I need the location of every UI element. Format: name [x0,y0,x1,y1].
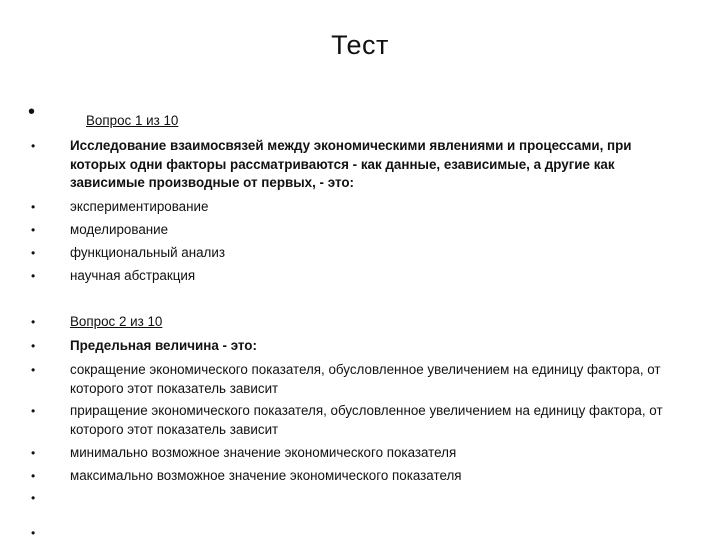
bullet-icon: • [31,223,36,237]
bullet-icon: • [31,246,36,260]
bullet-icon: • [28,101,36,123]
question-2-option-1: сокращение экономического показателя, обусловленное увеличением на единицу фактора, от которого этот показатель зависит [70,362,661,396]
question-1-option-3: функциональный анализ [70,245,225,260]
question-2-option-3: минимально возможное значение экономического показателя [70,445,457,460]
bullet-icon: • [31,363,36,377]
question-1-option-2: моделирование [70,222,169,237]
question-1-option-4: научная абстракция [70,268,196,283]
question-2-option-2: приращение экономического показателя, обусловленное увеличением на единицу фактора, от которого этот показатель зависит [70,403,663,437]
question-2-option-4: максимально возможное значение экономического показателя [70,468,462,483]
question-1-header: Вопрос 1 из 10 [86,113,179,128]
slide-title: Тест [331,30,389,60]
question-2-header: Вопрос 2 из 10 [70,314,163,329]
bullet-icon: • [31,139,36,153]
bullet-icon: • [31,339,36,353]
question-1-option-1: экспериментирование [70,199,209,214]
bullet-icon: • [31,526,36,540]
bullet-icon: • [31,404,36,418]
bullet-icon: • [31,446,36,460]
bullet-icon: • [31,491,36,505]
bullet-icon: • [31,200,36,214]
question-1-text: Исследование взаимосвязей между экономическими явлениями и процессами, при которых одни факторы рассматриваются - как данные, езависимые, а другие как зависимые производные от первых, - это: [70,138,632,190]
bullet-icon: • [31,315,36,329]
question-2-text: Предельная величина - это: [70,338,257,353]
bullet-icon: • [31,469,36,483]
bullet-icon: • [31,269,36,283]
